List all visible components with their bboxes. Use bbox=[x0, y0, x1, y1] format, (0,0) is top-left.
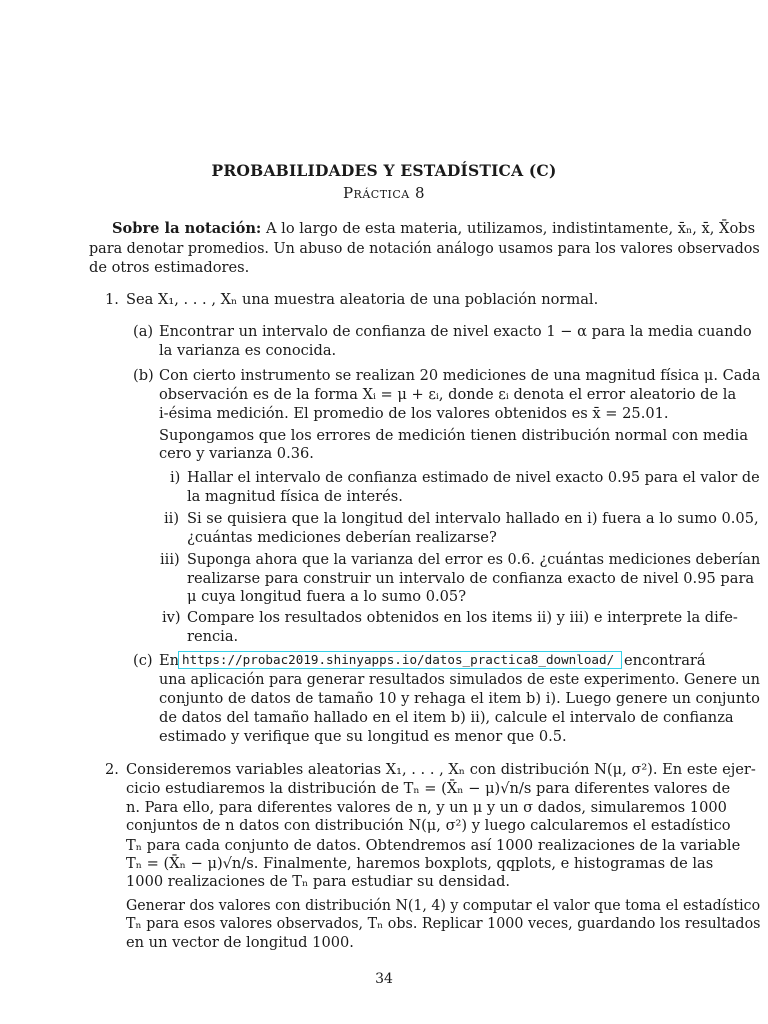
part-b-line: observación es de la forma Xᵢ = μ + εᵢ, donde εᵢ denota el error aleatorio de la bbox=[159, 386, 737, 403]
item-iii-line: μ cuya longitud fuera a lo sumo 0.05? bbox=[187, 588, 467, 605]
notation-paragraph-line-1 bbox=[112, 219, 755, 239]
part-c-line: una aplicación para generar resultados simulados de este experimento. Genere un bbox=[159, 671, 761, 688]
download-link[interactable] bbox=[178, 651, 622, 669]
exercise-2-paragraph-2-line: en un vector de longitud 1000. bbox=[126, 934, 354, 951]
part-c-line: estimado y verifique que su longitud es menor que 0.5. bbox=[159, 728, 567, 745]
page-subtitle: Práctica 8 bbox=[342, 184, 426, 202]
item-i-line: la magnitud física de interés. bbox=[187, 488, 403, 505]
item-iii-line: realizarse para construir un intervalo de confianza exacto de nivel 0.95 para bbox=[187, 570, 755, 587]
item-iv-line: rencia. bbox=[187, 628, 239, 645]
exercise-1-number: 1. bbox=[105, 291, 119, 308]
item-ii-label: ii) bbox=[164, 510, 180, 527]
notation-paragraph-line-2: para denotar promedios. Un abuso de notación análogo usamos para los valores observados bbox=[89, 240, 760, 257]
item-iii-line: Suponga ahora que la varianza del error es 0.6. ¿cuántas mediciones deberían bbox=[187, 551, 761, 568]
item-i-line: Hallar el intervalo de confianza estimado de nivel exacto 0.95 para el valor de bbox=[187, 469, 760, 486]
part-c-line: de datos del tamaño hallado en el item b) ii), calcule el intervalo de confianza bbox=[159, 709, 734, 726]
exercise-2-line: cicio estudiaremos la distribución de Tₙ = (X̄ₙ − μ)√n/s para diferentes valores de bbox=[126, 780, 731, 797]
item-iii-label: iii) bbox=[160, 551, 180, 568]
item-ii-line: ¿cuántas mediciones deberían realizarse? bbox=[187, 529, 497, 546]
item-i-label: i) bbox=[170, 469, 181, 486]
part-a-label: (a) bbox=[133, 323, 154, 340]
item-iv-line: Compare los resultados obtenidos en los items ii) y iii) e interprete la dife- bbox=[187, 609, 738, 626]
page-title: PROBABILIDADES Y ESTADÍSTICA (C) bbox=[211, 161, 557, 180]
part-b-line: Supongamos que los errores de medición tienen distribución normal con media bbox=[159, 427, 749, 444]
part-c-line: conjunto de datos de tamaño 10 y rehaga el item b) i). Luego genere un conjunto bbox=[159, 690, 760, 707]
part-c-prefix: En bbox=[159, 652, 180, 669]
part-b-label: (b) bbox=[133, 367, 154, 384]
exercise-2-line: n. Para ello, para diferentes valores de n, y un μ y un σ dados, simularemos 1000 bbox=[126, 799, 727, 816]
notation-text: A lo largo de esta materia, utilizamos, indistintamente, x̄ₙ, x̄, X̄obs bbox=[265, 220, 756, 237]
item-ii-line: Si se quisiera que la longitud del intervalo hallado en i) fuera a lo sumo 0.05, bbox=[187, 510, 759, 527]
part-c-suffix: encontrará bbox=[624, 652, 706, 669]
exercise-2-line: conjuntos de n datos con distribución N(μ, σ²) y luego calcularemos el estadístico bbox=[126, 817, 731, 834]
part-b-line: cero y varianza 0.36. bbox=[159, 445, 314, 462]
part-b-line: i-ésima medición. El promedio de los valores obtenidos es x̄ = 25.01. bbox=[159, 405, 669, 422]
exercise-2-paragraph-2-line: Generar dos valores con distribución N(1, 4) y computar el valor que toma el estadístico bbox=[126, 897, 761, 914]
exercise-1-intro: Sea X₁, . . . , Xₙ una muestra aleatoria de una población normal. bbox=[126, 291, 599, 308]
exercise-2-paragraph-2-line: Tₙ para esos valores observados, Tₙ obs. Replicar 1000 veces, guardando los resultados bbox=[126, 915, 761, 932]
notation-heading: Sobre la notación: bbox=[112, 220, 262, 237]
item-iv-label: iv) bbox=[162, 609, 181, 626]
part-b-line: Con cierto instrumento se realizan 20 mediciones de una magnitud física μ. Cada bbox=[159, 367, 761, 384]
exercise-2-line: Tₙ para cada conjunto de datos. Obtendremos así 1000 realizaciones de la variable bbox=[126, 837, 741, 854]
exercise-2-number: 2. bbox=[105, 761, 119, 778]
download-link-text[interactable]: https://probac2019.shinyapps.io/datos_practica8_download/ bbox=[182, 652, 615, 667]
part-a-line: Encontrar un intervalo de confianza de nivel exacto 1 − α para la media cuando bbox=[159, 323, 752, 340]
exercise-2-line: 1000 realizaciones de Tₙ para estudiar su densidad. bbox=[126, 873, 511, 890]
page-number: 34 bbox=[375, 971, 393, 987]
part-c-label: (c) bbox=[133, 652, 153, 669]
exercise-2-line: Consideremos variables aleatorias X₁, . . . , Xₙ con distribución N(μ, σ²). En este ejer- bbox=[126, 761, 756, 778]
exercise-2-line: Tₙ = (X̄ₙ − μ)√n/s. Finalmente, haremos boxplots, qqplots, e histogramas de las bbox=[126, 855, 714, 872]
part-a-line: la varianza es conocida. bbox=[159, 342, 337, 359]
notation-paragraph-line-3: de otros estimadores. bbox=[89, 259, 250, 276]
